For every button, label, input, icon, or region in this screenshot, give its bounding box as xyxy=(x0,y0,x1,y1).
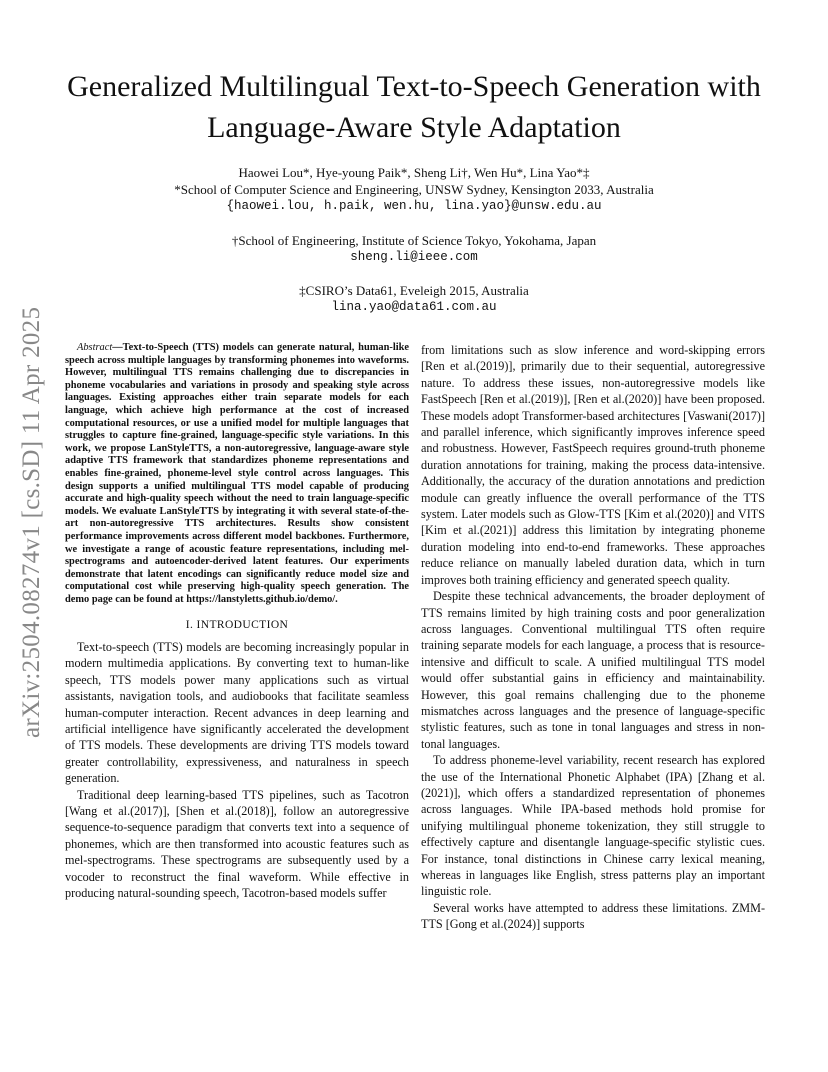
arxiv-identifier: arXiv:2504.08274v1 [cs.SD] 11 Apr 2025 xyxy=(18,306,45,738)
affiliation-csiro: ‡CSIRO’s Data61, Eveleigh 2015, Australia xyxy=(299,283,529,298)
right-paragraph-1: from limitations such as slow inference and word-skipping errors [Ren et al.(2019)], primarily due to their sequential, autoregressive nature. To address these issues, non-autoregressive models like FastSpeech [Ren et al.(2019)], [Ren et al.(2020)] have been proposed. These models adopt Transformer-based architectures [Vaswani(2017)] and parallel inference, which significantly improves inference speed and robustness. However, FastSpeech requires ground-truth phoneme duration annotations for training, making the process data-intensive. Additionally, the accuracy of the duration annotations and prediction module can greatly influence the overall performance of the TTS system. Later models such as Glow-TTS [Kim et al.(2020)] and VITS [Kim et al.(2021)] address this limitation by integrating phoneme duration modeling into end-to-end frameworks. These approaches reduce reliance on manually labeled duration data, which in turn improves both training efficiency and generated speech quality. xyxy=(421,343,765,587)
affiliation-science-tokyo: †School of Engineering, Institute of Science Tokyo, Yokohama, Japan xyxy=(231,233,597,248)
email-science-tokyo: sheng.li@ieee.com xyxy=(350,250,478,264)
affiliation-unsw: *School of Computer Science and Engineering, UNSW Sydney, Kensington 2033, Australia xyxy=(174,182,654,197)
abstract-label: Abstract xyxy=(77,342,113,353)
abstract-body: —Text-to-Speech (TTS) models can generate natural, human-like speech across multiple languages by transforming phonemes into waveforms. However, multilingual TTS remains challenging due to discrepancies in phoneme vocabularies and variations in prosody and speaking style across languages. Existing approaches either train separate models for each language, which achieve high performance at the cost of increased computational resources, or use a unified model for multiple languages that struggles to capture fine-grained, language-specific style variations. In this work, we propose LanStyleTTS, a non-autoregressive, language-aware style adaptive TTS framework that standardizes phoneme representations and enables fine-grained, phoneme-level style control across languages. This design supports a unified multilingual TTS model capable of producing accurate and high-quality speech without the need to train language-specific models. We evaluate LanStyleTTS by integrating it with several state-of-the-art non-autoregressive TTS architectures. Results show consistent performance improvements across different model backbones. Furthermore, we investigate a range of acoustic feature representations, including mel-spectrograms and autoencoder-derived latent features. Our experiments demonstrate that latent encodings can significantly reduce model size and computational cost while preserving high-quality speech generation. The demo page can be found at https://lanstyletts.github.io/demo/. xyxy=(65,342,409,605)
left-column xyxy=(65,342,409,901)
authors: Haowei Lou*, Hye-young Paik*, Sheng Li†, Wen Hu*, Lina Yao*‡ xyxy=(238,165,590,180)
emails-unsw: {haowei.lou, h.paik, wen.hu, lina.yao}@unsw.edu.au xyxy=(226,199,602,213)
right-paragraph-2: Despite these technical advancements, the broader deployment of TTS remains limited by high training costs and poor generalization across languages. Conventional multilingual TTS often require training separate models for each language, a process that is resource-intensive and difficult to scale. A unified multilingual TTS model would offer substantial gains in efficiency and maintainability. However, this goal remains challenging due to the phoneme mismatches across languages and the presence of language-specific stylistic features, such as tone in tonal languages and stress in non-tonal languages. xyxy=(421,589,765,751)
right-paragraph-4: Several works have attempted to address these limitations. ZMM-TTS [Gong et al.(2024)] supports xyxy=(421,900,765,932)
intro-paragraph-2: Traditional deep learning-based TTS pipelines, such as Tacotron [Wang et al.(2017)], [Shen et al.(2018)], follow an autoregressive sequence-to-sequence paradigm that converts text into a sequence of phonemes, which are then transformed into acoustic features such as mel-spectrograms. These spectrograms are subsequently used by a vocoder to reconstruct the final waveform. While effective in producing natural-sounding speech, Tacotron-based models suffer xyxy=(65,787,409,900)
abstract xyxy=(65,342,409,606)
intro-paragraph-1: Text-to-speech (TTS) models are becoming increasingly popular in modern multimedia applications. By converting text to human-like speech, TTS models power many applications such as virtual assistants, navigation tools, and audiobooks that facilitate seamless human-computer interaction. Recent advances in deep learning and artificial intelligence have significantly accelerated the development of TTS models. These developments are driving TTS models toward greater controllability, expressiveness, and naturalness in speech generation. xyxy=(65,639,409,786)
paper-title: Generalized Multilingual Text-to-Speech Generation with Language-Aware Style Adaptation xyxy=(67,70,761,144)
right-paragraph-3: To address phoneme-level variability, recent research has explored the use of the International Phonetic Alphabet (IPA) [Zhang et al.(2021)], which offers a standardized representation of phonemes across languages. While IPA-based methods hold promise for unifying multilingual phoneme tokenization, they still struggle to effectively capture and disentangle language-specific stylistic cues. For instance, tonal distinctions in Chinese carry lexical meaning, whereas in languages like English, stress patterns play an important linguistic role. xyxy=(421,753,765,899)
right-column xyxy=(421,342,765,933)
section-heading-introduction: I. INTRODUCTION xyxy=(185,619,289,632)
email-csiro: lina.yao@data61.com.au xyxy=(331,300,497,314)
